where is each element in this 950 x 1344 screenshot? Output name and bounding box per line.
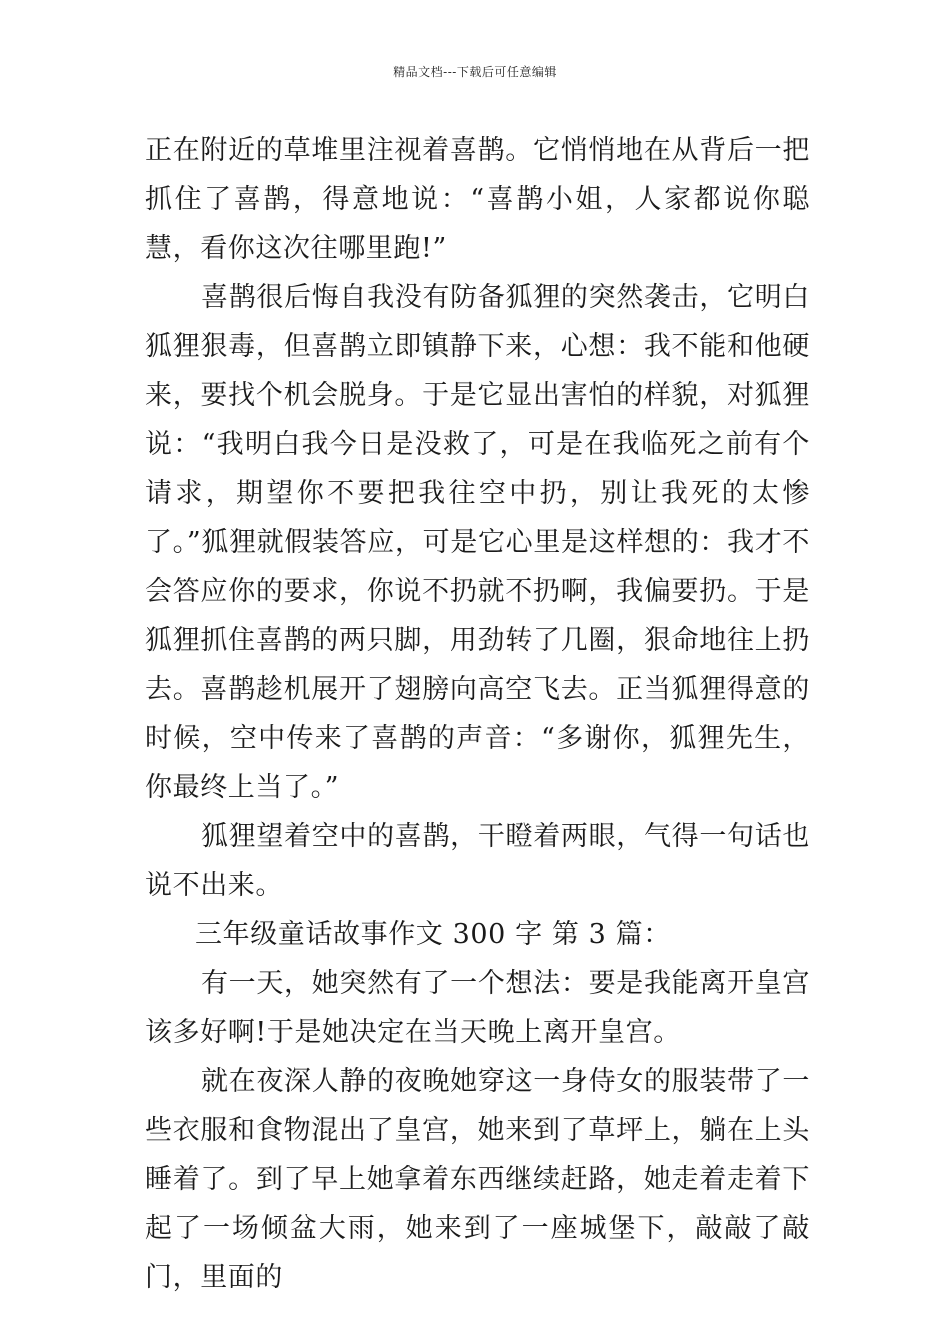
section-heading: 三年级童话故事作文 300 字 第 3 篇：	[195, 919, 671, 950]
page-header: 精品文档---下载后可任意编辑	[393, 65, 557, 79]
paragraph-5: 就在夜深人静的夜晚她穿这一身侍女的服装带了一些衣服和食物混出了皇宫，她来到了草坪上，躺在上头睡着了。到了早上她拿着东西继续赶路，她走着走着下起了一场倾盆大雨，她来到了一座城堡下，敲敲了敲门，里面的	[145, 1066, 810, 1293]
paragraph-2: 喜鹊很后悔自我没有防备狐狸的突然袭击，它明白狐狸狠毒，但喜鹊立即镇静下来，心想：我不能和他硬来，要找个机会脱身。于是它显出害怕的样貌，对狐狸说：“我明白我今日是没救了，可是在我临死之前有个请求，期望你不要把我往空中扔，别让我死的太惨了。”狐狸就假装答应，可是它心里是这样想的：我才不会答应你的要求，你说不扔就不扔啊，我偏要扔。于是狐狸抓住喜鹊的两只脚，用劲转了几圈，狠命地往上扔去。喜鹊趁机展开了翅膀向高空飞去。正当狐狸得意的时候，空中传来了喜鹊的声音：“多谢你，狐狸先生，你最终上当了。”	[145, 282, 810, 803]
paragraph-4: 有一天，她突然有了一个想法：要是我能离开皇宫该多好啊!于是她决定在当天晚上离开皇宫。	[145, 968, 810, 1048]
document-body	[145, 126, 810, 1302]
paragraph-1: 正在附近的草堆里注视着喜鹊。它悄悄地在从背后一把抓住了喜鹊，得意地说：“喜鹊小姐，人家都说你聪慧，看你这次往哪里跑!”	[145, 135, 810, 264]
paragraph-3: 狐狸望着空中的喜鹊，干瞪着两眼，气得一句话也说不出来。	[145, 821, 810, 901]
